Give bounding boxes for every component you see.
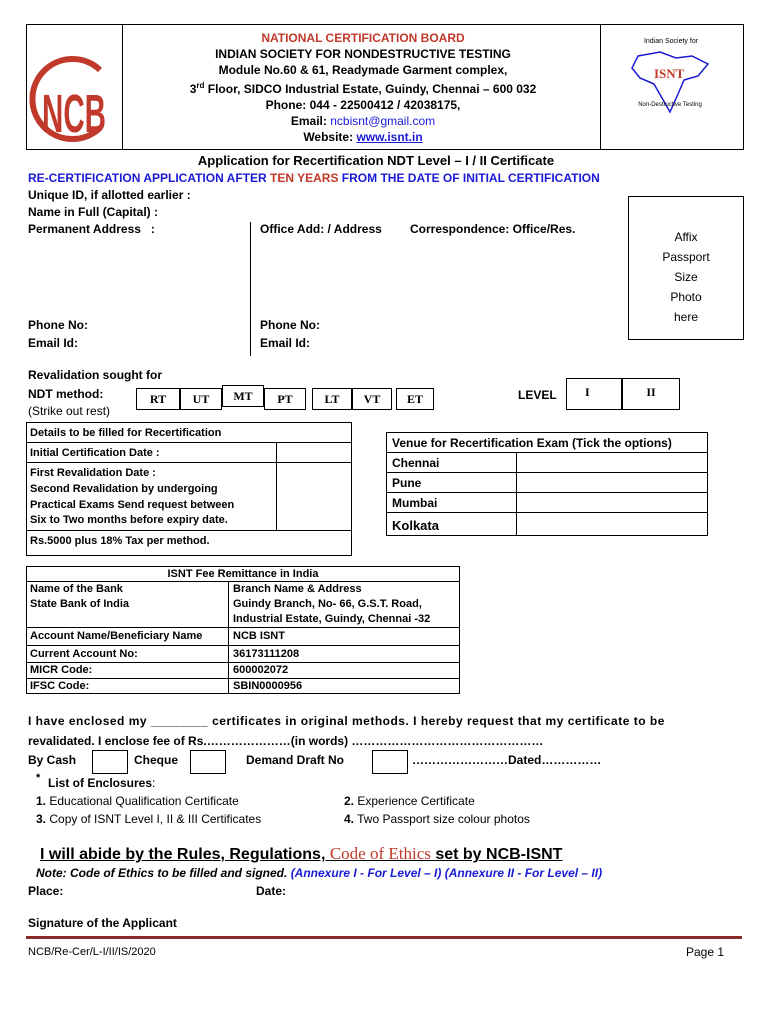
method-mt-box[interactable]: MT <box>222 385 264 407</box>
dated-field[interactable]: ……………………Dated…………… <box>412 753 602 767</box>
by-cash-label: By Cash <box>28 753 77 767</box>
level-ii-box[interactable]: II <box>622 378 680 410</box>
method-vt-box[interactable]: VT <box>352 388 392 410</box>
fee-rule-1 <box>26 581 460 582</box>
initial-cert-label: Initial Certification Date : <box>30 447 160 459</box>
cash-checkbox[interactable] <box>92 750 128 774</box>
header-divider-right <box>600 24 601 150</box>
board-name: NATIONAL CERTIFICATION BOARD <box>261 31 465 45</box>
strike-out-note: (Strike out rest) <box>28 404 111 418</box>
details-col-divider <box>276 442 277 530</box>
details-rule-1 <box>26 442 352 443</box>
address-line-1: Module No.60 & 61, Readymade Garment complex, <box>218 63 508 77</box>
ncb-logo <box>30 40 118 144</box>
society-name: INDIAN SOCIETY FOR NONDESTRUCTIVE TESTING <box>215 47 511 61</box>
header-text <box>130 30 596 145</box>
venue-title: Venue for Recertification Exam (Tick the options) <box>392 436 672 450</box>
address-divider <box>250 222 251 356</box>
venue-col-divider <box>516 452 517 536</box>
ifsc-code: SBIN0000956 <box>233 680 303 692</box>
photo-line-3: Size <box>674 270 698 284</box>
bank-name: State Bank of India <box>30 598 130 610</box>
enclosures-title-row: List of Enclosures: <box>48 776 156 790</box>
demand-draft-checkbox[interactable] <box>372 750 408 774</box>
account-name: NCB ISNT <box>233 630 285 642</box>
ethics-statement: I will abide by the Rules, Regulations, Code of Ethics set by NCB-ISNT <box>40 844 563 863</box>
venue-rule-3 <box>386 492 708 493</box>
photo-line-2: Passport <box>662 250 710 264</box>
ndt-method-label: NDT method: <box>28 387 104 401</box>
venue-rule-1 <box>386 452 708 453</box>
declaration-line-2: revalidated. I enclose fee of Rs.…………………(in words) ………………………………………… <box>28 734 544 748</box>
correspondence-label: Correspondence: Office/Res. <box>410 222 576 236</box>
email-right-label: Email Id: <box>260 336 311 350</box>
venue-rule-4 <box>386 512 708 513</box>
first-reval-label: First Revalidation Date : <box>30 467 156 479</box>
cheque-label: Cheque <box>134 753 179 767</box>
application-title: Application for Recertification NDT Level – I / II Certificate <box>197 153 555 168</box>
form-code: NCB/Re-Cer/L-I/II/IS/2020 <box>28 946 156 958</box>
fee-rule-2 <box>26 627 460 628</box>
photo-line-1: Affix <box>674 230 698 244</box>
branch-line-1: Guindy Branch, No- 66, G.S.T. Road, <box>233 598 422 610</box>
micr-code: 600002072 <box>233 664 289 676</box>
venue-option-pune[interactable]: Pune <box>392 476 422 490</box>
details-title: Details to be filled for Recertification <box>30 427 222 439</box>
enclosure-item-1: 1. Educational Qualification Certificate <box>36 794 239 808</box>
branch-line-2: Industrial Estate, Guindy, Chennai -32 <box>233 613 431 625</box>
level-label: LEVEL <box>518 388 557 402</box>
venue-option-mumbai[interactable]: Mumbai <box>392 496 438 510</box>
cheque-checkbox[interactable] <box>190 750 226 774</box>
ifsc-header: IFSC Code: <box>30 680 90 692</box>
photo-box <box>628 196 744 340</box>
method-ut-box[interactable]: UT <box>180 388 222 410</box>
page-number: Page 1 <box>686 945 725 959</box>
demand-draft-label: Demand Draft No <box>246 753 345 767</box>
email-line: Email: ncbisnt@gmail.com <box>290 114 436 128</box>
method-pt-box[interactable]: PT <box>264 388 306 410</box>
place-label: Place: <box>28 884 64 898</box>
venue-rule-2 <box>386 472 708 473</box>
revalidation-label: Revalidation sought for <box>28 368 163 382</box>
svg-text:NCB: NCB <box>42 84 106 144</box>
level-i-box[interactable]: I <box>566 378 622 410</box>
email-link[interactable]: ncbisnt@gmail.com <box>330 114 436 128</box>
account-name-header: Account Name/Beneficiary Name <box>30 630 203 642</box>
date-label: Date: <box>256 884 287 898</box>
email-left-label: Email Id: <box>28 336 79 350</box>
address-line-2: 3rd Floor, SIDCO Industrial Estate, Guindy, Chennai – 600 032 <box>189 81 537 96</box>
method-et-box[interactable]: ET <box>396 388 434 410</box>
method-lt-box[interactable]: LT <box>312 388 352 410</box>
venue-option-kolkata[interactable]: Kolkata <box>392 518 439 533</box>
enclosures-star: * <box>36 772 41 784</box>
bank-name-header: Name of the Bank <box>30 583 123 595</box>
phone-left-label: Phone No: <box>28 318 88 332</box>
enclosure-item-2: 2. Experience Certificate <box>344 794 475 808</box>
phone-right-label: Phone No: <box>260 318 320 332</box>
fee-note: Rs.5000 plus 18% Tax per method. <box>30 535 210 547</box>
photo-line-5: here <box>673 310 699 324</box>
branch-header: Branch Name & Address <box>233 583 362 595</box>
permanent-address-label: Permanent Address : <box>28 222 155 236</box>
details-rule-2 <box>26 462 352 463</box>
second-reval-line-2: Practical Exams Send request between <box>30 499 235 511</box>
enclosure-item-4: 4. Two Passport size colour photos <box>344 812 530 826</box>
declaration-line-1: I have enclosed my ________ certificates in original methods. I hereby request that my certificate to be <box>28 714 665 728</box>
enclosure-item-3: 3. Copy of ISNT Level I, II & III Certificates <box>36 812 262 826</box>
name-label: Name in Full (Capital) : <box>28 205 159 219</box>
second-reval-line-3: Six to Two months before expiry date. <box>30 514 228 526</box>
method-rt-box[interactable]: RT <box>136 388 180 410</box>
recert-title: RE-CERTIFICATION APPLICATION AFTER TEN YEARS FROM THE DATE OF INITIAL CERTIFICATION <box>28 171 600 185</box>
account-no: 36173111208 <box>233 648 300 660</box>
unique-id-label: Unique ID, if allotted earlier : <box>28 188 191 202</box>
header-divider-left <box>122 24 123 150</box>
svg-text:ISNT: ISNT <box>654 66 685 81</box>
fee-rule-5 <box>26 678 460 679</box>
ethics-note: Note: Code of Ethics to be filled and signed. (Annexure I - For Level – I) (Annexure II - For Level – II) <box>36 866 603 880</box>
signature-label: Signature of the Applicant <box>28 916 177 930</box>
phone-line: Phone: 044 - 22500412 / 42038175, <box>265 98 461 112</box>
footer-rule <box>26 936 742 939</box>
fee-table-title: ISNT Fee Remittance in India <box>167 568 319 580</box>
fee-rule-3 <box>26 645 460 646</box>
micr-header: MICR Code: <box>30 664 93 676</box>
details-rule-3 <box>26 530 352 531</box>
isnt-logo: Indian Society for ISNT Non-Destructive Testing <box>618 36 728 126</box>
fee-rule-4 <box>26 662 460 663</box>
website-link[interactable]: www.isnt.in <box>356 130 423 144</box>
second-reval-line-1: Second Revalidation by undergoing <box>30 483 218 495</box>
account-no-header: Current Account No: <box>30 648 138 660</box>
website-line: Website: www.isnt.in <box>303 130 423 144</box>
photo-line-4: Photo <box>670 290 702 304</box>
office-address-label: Office Add: / Address <box>260 222 382 236</box>
venue-option-chennai[interactable]: Chennai <box>392 456 440 470</box>
